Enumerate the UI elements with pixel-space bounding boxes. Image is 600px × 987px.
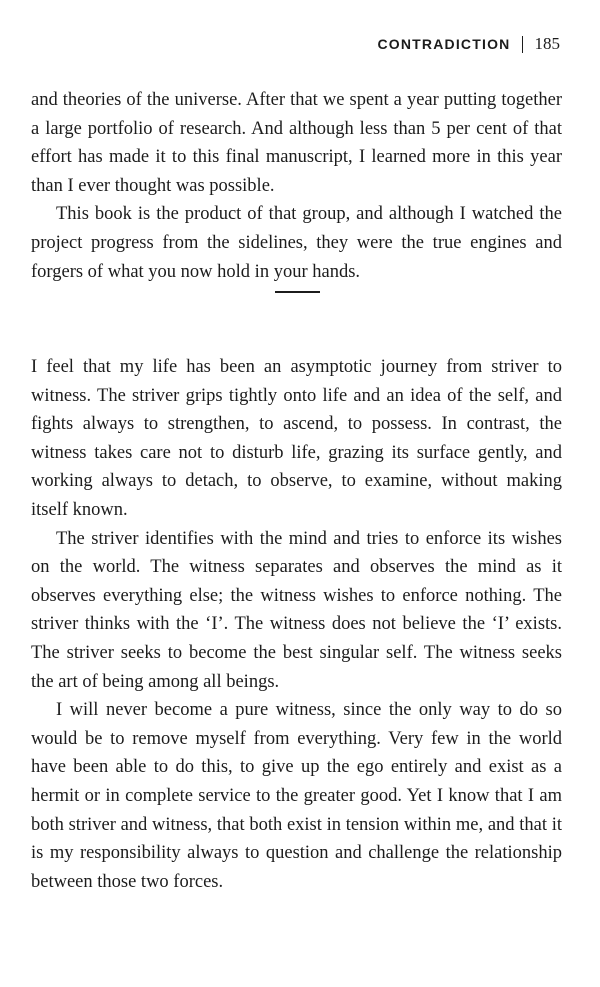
- paragraph: and theories of the universe. After that we spent a year putting together a large portfolio of research. And although less than 5 per cent of that effort has made it to this final manuscript, I learned more in this year than I ever thought was possible.: [31, 90, 562, 196]
- text-section-1: [31, 86, 562, 286]
- paragraph: I will never become a pure witness, since the only way to do so would be to remove myself from everything. Very few in the world have been able to do this, to give up the ego entirely and exist as a hermit or in complete service to the greater good. Yet I know that I am both striver and witness, that both exist in tension within me, and that it is my responsibility always to question and challenge the relationship between those two forces.: [31, 700, 562, 892]
- paragraph: I feel that my life has been an asymptotic journey from striver to witness. The striver grips tightly onto life and an idea of the self, and fights always to strengthen, to ascend, to possess. In contrast, the witness takes care not to disturb life, grazing its surface gently, and working always to detach, to observe, to examine, without making itself known.: [31, 357, 562, 520]
- chapter-title: CONTRADICTION: [377, 36, 511, 52]
- running-head: [377, 33, 560, 55]
- text-section-2: [31, 353, 562, 896]
- section-break-rule: [275, 291, 320, 293]
- paragraph: This book is the product of that group, and although I watched the project progress from the sidelines, they were the true engines and forgers of what you now hold in your hands.: [31, 204, 562, 282]
- paragraph: The striver identifies with the mind and tries to enforce its wishes on the world. The witness separates and observes the mind as it observes everything else; the witness wishes to enforce nothing. The striver thinks with the ‘I’. The witness does not believe the ‘I’ exists. The striver seeks to become the best singular self. The witness seeks the art of being among all beings.: [31, 528, 562, 692]
- header-divider: [522, 36, 523, 53]
- page-number: 185: [534, 34, 560, 53]
